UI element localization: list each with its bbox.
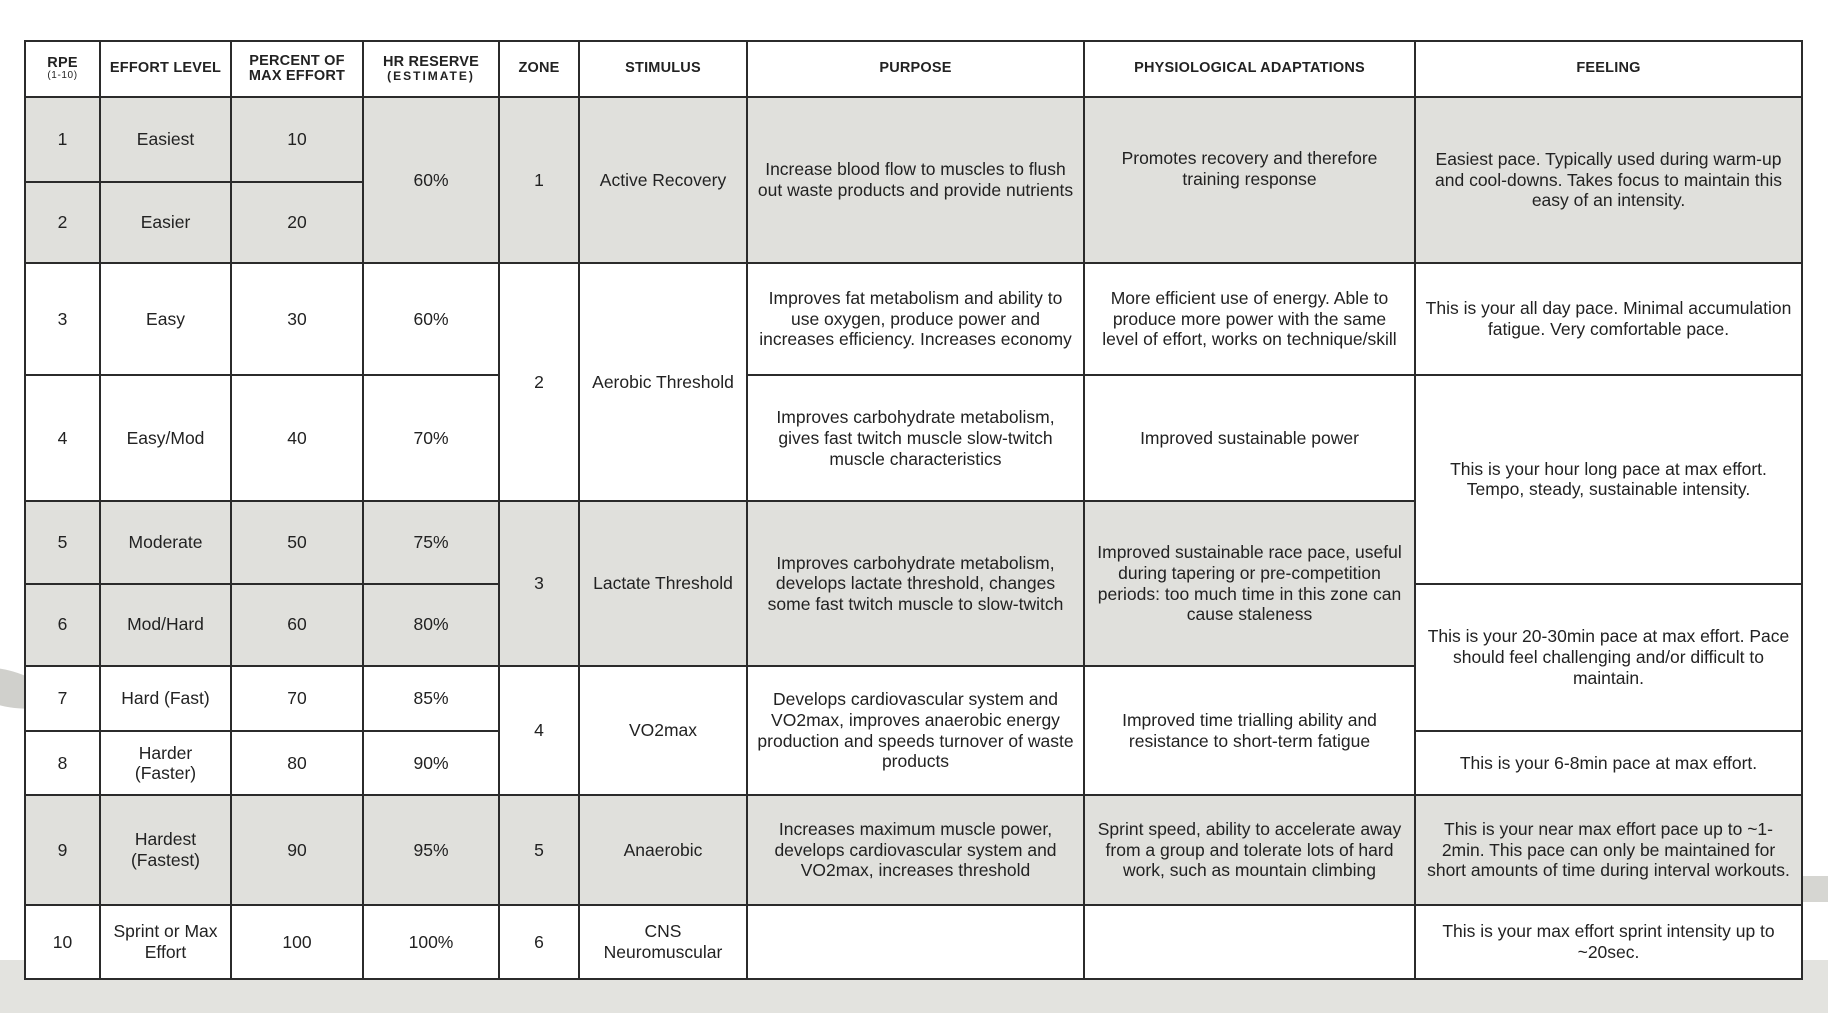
adaptations-cell: Promotes recovery and therefore training response (1084, 97, 1415, 263)
hr-reserve-cell: 100% (363, 905, 499, 979)
adaptations-cell: Improved sustainable power (1084, 375, 1415, 501)
header-hr-reserve: HR RESERVE (ESTIMATE) (363, 41, 499, 97)
header-physiological-adaptations: PHYSIOLOGICAL ADAPTATIONS (1084, 41, 1415, 97)
effort-cell: Mod/Hard (100, 584, 231, 666)
purpose-cell: Improves fat metabolism and ability to use oxygen, produce power and increases efficiency. Increases economy (747, 263, 1084, 375)
purpose-cell: Increases maximum muscle power, develops cardiovascular system and VO2max, increases threshold (747, 795, 1084, 904)
percent-cell: 60 (231, 584, 363, 666)
purpose-cell: Increase blood flow to muscles to flush out waste products and provide nutrients (747, 97, 1084, 263)
feeling-cell: Easiest pace. Typically used during warm-up and cool-downs. Takes focus to maintain this easy of an intensity. (1415, 97, 1802, 263)
zone-cell: 6 (499, 905, 579, 979)
hr-reserve-cell: 95% (363, 795, 499, 904)
rpe-effort-table (24, 40, 1803, 980)
header-rpe: RPE (1-10) (25, 41, 100, 97)
percent-cell: 90 (231, 795, 363, 904)
feeling-cell: This is your near max effort pace up to ~1-2min. This pace can only be maintained for short amounts of time during interval workouts. (1415, 795, 1802, 904)
rpe-cell: 1 (25, 97, 100, 182)
purpose-cell: Improves carbohydrate metabolism, gives fast twitch muscle slow-twitch muscle characteristics (747, 375, 1084, 501)
table-row-rpe-3 (25, 263, 1802, 375)
zone-cell: 3 (499, 501, 579, 666)
percent-cell: 10 (231, 97, 363, 182)
percent-cell: 50 (231, 501, 363, 583)
effort-cell: Harder (Faster) (100, 731, 231, 795)
stimulus-cell: Active Recovery (579, 97, 747, 263)
feeling-cell: This is your all day pace. Minimal accumulation fatigue. Very comfortable pace. (1415, 263, 1802, 375)
header-purpose: PURPOSE (747, 41, 1084, 97)
feeling-cell: This is your max effort sprint intensity up to ~20sec. (1415, 905, 1802, 979)
zone-cell: 4 (499, 666, 579, 795)
adaptations-cell: Improved sustainable race pace, useful during tapering or pre-competition periods: too much time in this zone can cause staleness (1084, 501, 1415, 666)
percent-cell: 20 (231, 182, 363, 262)
percent-cell: 40 (231, 375, 363, 501)
effort-cell: Sprint or Max Effort (100, 905, 231, 979)
percent-cell: 30 (231, 263, 363, 375)
stimulus-cell: Lactate Threshold (579, 501, 747, 666)
effort-cell: Easiest (100, 97, 231, 182)
stimulus-cell: Anaerobic (579, 795, 747, 904)
rpe-cell: 10 (25, 905, 100, 979)
table-row-rpe-1 (25, 97, 1802, 182)
table-row-rpe-4 (25, 375, 1802, 501)
rpe-cell: 3 (25, 263, 100, 375)
header-percent-max-effort: PERCENT OF MAX EFFORT (231, 41, 363, 97)
percent-cell: 100 (231, 905, 363, 979)
hr-reserve-cell: 70% (363, 375, 499, 501)
rpe-cell: 5 (25, 501, 100, 583)
feeling-cell: This is your hour long pace at max effort. Tempo, steady, sustainable intensity. (1415, 375, 1802, 584)
header-zone: ZONE (499, 41, 579, 97)
feeling-cell: This is your 6-8min pace at max effort. (1415, 731, 1802, 795)
effort-cell: Easier (100, 182, 231, 262)
rpe-cell: 7 (25, 666, 100, 731)
purpose-cell (747, 905, 1084, 979)
adaptations-cell (1084, 905, 1415, 979)
stimulus-cell: VO2max (579, 666, 747, 795)
effort-cell: Easy/Mod (100, 375, 231, 501)
zone-cell: 1 (499, 97, 579, 263)
stimulus-cell: Aerobic Threshold (579, 263, 747, 502)
purpose-cell: Improves carbohydrate metabolism, develops lactate threshold, changes some fast twitch muscle to slow-twitch (747, 501, 1084, 666)
effort-cell: Hard (Fast) (100, 666, 231, 731)
adaptations-cell: Improved time trialling ability and resistance to short-term fatigue (1084, 666, 1415, 795)
effort-cell: Easy (100, 263, 231, 375)
header-row (25, 41, 1802, 97)
rpe-cell: 9 (25, 795, 100, 904)
table-row-rpe-10 (25, 905, 1802, 979)
rpe-cell: 4 (25, 375, 100, 501)
hr-reserve-cell: 75% (363, 501, 499, 583)
effort-cell: Moderate (100, 501, 231, 583)
hr-reserve-cell: 85% (363, 666, 499, 731)
header-effort-level: EFFORT LEVEL (100, 41, 231, 97)
effort-cell: Hardest (Fastest) (100, 795, 231, 904)
purpose-cell: Develops cardiovascular system and VO2max, improves anaerobic energy production and speeds turnover of waste products (747, 666, 1084, 795)
zone-cell: 2 (499, 263, 579, 502)
hr-reserve-cell: 80% (363, 584, 499, 666)
header-feeling: FEELING (1415, 41, 1802, 97)
header-stimulus: STIMULUS (579, 41, 747, 97)
rpe-cell: 6 (25, 584, 100, 666)
rpe-cell: 2 (25, 182, 100, 262)
zone-cell: 5 (499, 795, 579, 904)
adaptations-cell: Sprint speed, ability to accelerate away from a group and tolerate lots of hard work, such as mountain climbing (1084, 795, 1415, 904)
rpe-cell: 8 (25, 731, 100, 795)
percent-cell: 80 (231, 731, 363, 795)
hr-reserve-cell: 60% (363, 97, 499, 263)
hr-reserve-cell: 90% (363, 731, 499, 795)
table-row-rpe-9 (25, 795, 1802, 904)
adaptations-cell: More efficient use of energy. Able to produce more power with the same level of effort, works on technique/skill (1084, 263, 1415, 375)
feeling-cell: This is your 20-30min pace at max effort. Pace should feel challenging and/or difficult to maintain. (1415, 584, 1802, 731)
stimulus-cell: CNS Neuromuscular (579, 905, 747, 979)
hr-reserve-cell: 60% (363, 263, 499, 375)
percent-cell: 70 (231, 666, 363, 731)
